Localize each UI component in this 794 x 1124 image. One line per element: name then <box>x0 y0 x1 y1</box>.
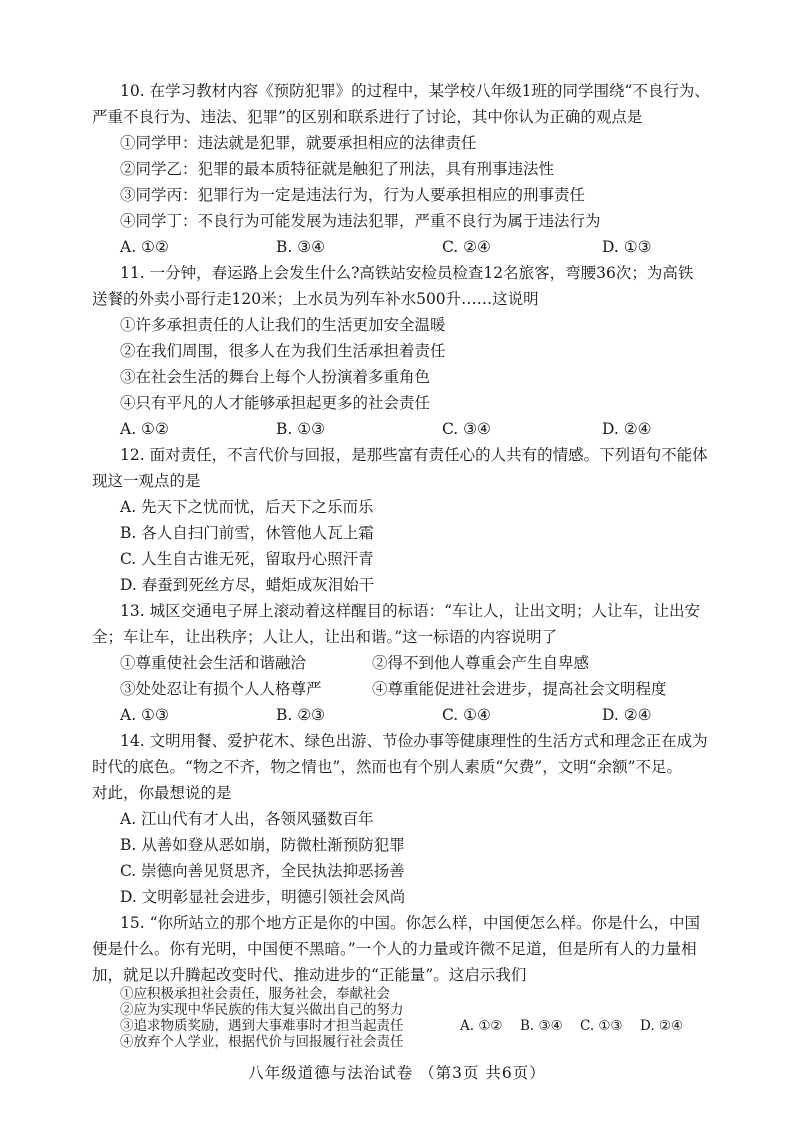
question-stem-line: 14. 文明用餐、爱护花木、绿色出游、节俭办事等健康理性的生活方式和理念正在成为 <box>120 732 708 750</box>
choice-c: C. ①③ <box>580 1018 623 1034</box>
choice-b: B. ③④ <box>520 1018 563 1034</box>
option-a: A. 江山代有才人出，各领风骚数百年 <box>120 810 374 828</box>
choice-d: D. ②④ <box>640 1018 684 1034</box>
choice-b: B. ③④ <box>276 238 326 256</box>
question-stem-line: 10. 在学习教材内容《预防犯罪》的过程中，某学校八年级1班的同学围绕“不良行为、 <box>120 82 710 100</box>
statement: ②得不到他人尊重会产生自卑感 <box>372 654 590 672</box>
option-a: A. 先天下之忧而忧，后天下之乐而乐 <box>120 498 374 516</box>
page-footer: 八年级道德与法治试卷 （第3页 共6页） <box>248 1064 546 1082</box>
option-b: B. 从善如登从恶如崩，防微杜渐预防犯罪 <box>120 836 405 854</box>
question-stem-line: 便是什么。你有光明，中国便不黑暗。”一个人的力量或许微不足道，但是所有人的力量相 <box>92 940 697 958</box>
statement: ①应积极承担社会责任，服务社会，奉献社会 <box>120 986 390 1002</box>
choice-d: D. ②④ <box>602 420 652 438</box>
question-stem-line: 13. 城区交通电子屏上滚动着这样醒目的标语：“车让人，让出文明；人让车，让出安 <box>120 602 701 620</box>
statement: ①尊重使社会生活和谐融洽 <box>120 654 307 672</box>
choice-b: B. ①③ <box>276 420 326 438</box>
statement: ②同学乙：犯罪的最本质特征就是触犯了刑法，具有刑事违法性 <box>120 160 555 178</box>
option-b: B. 各人自扫门前雪，休管他人瓦上霜 <box>120 524 374 542</box>
question-stem-line: 时代的底色。“物之不齐，物之情也”，然而也有个别人素质“欠费”，文明“余额”不足。 <box>92 758 683 776</box>
choice-c: C. ③④ <box>442 420 491 438</box>
question-stem-line: 加，就足以升腾起改变时代、推动进步的“正能量”。这启示我们 <box>92 966 527 984</box>
statement: ①许多承担责任的人让我们的生活更加安全温暖 <box>120 316 446 334</box>
question-stem-line: 12. 面对责任，不言代价与回报，是那些富有责任心的人共有的情感。下列语句不能体 <box>120 446 708 464</box>
option-d: D. 春蚕到死丝方尽，蜡炬成灰泪始干 <box>120 576 375 594</box>
statement: ②应为实现中华民族的伟大复兴做出自己的努力 <box>120 1002 404 1018</box>
choice-a: A. ①② <box>120 420 169 438</box>
question-stem-line: 严重不良行为、违法、犯罪”的区别和联系进行了讨论，其中你认为正确的观点是 <box>92 108 643 126</box>
statement: ③在社会生活的舞台上每个人扮演着多重角色 <box>120 368 431 386</box>
question-stem-line: 全；车让车，让出秩序；人让人，让出和谐。”这一标语的内容说明了 <box>92 628 558 646</box>
question-stem-line: 15. “你所站立的那个地方正是你的中国。你怎么样，中国便怎么样。你是什么，中国 <box>120 914 701 932</box>
statement: ④同学丁：不良行为可能发展为违法犯罪，严重不良行为属于违法行为 <box>120 212 601 230</box>
question-stem-line: 对此，你最想说的是 <box>92 784 232 802</box>
choice-a: A. ①② <box>120 238 169 256</box>
choice-b: B. ②③ <box>276 706 326 724</box>
choice-c: C. ①④ <box>442 706 491 724</box>
statement: ④只有平凡的人才能够承担起更多的社会责任 <box>120 394 431 412</box>
choice-a: A. ①③ <box>120 706 169 724</box>
choice-c: C. ②④ <box>442 238 491 256</box>
option-d: D. 文明彰显社会进步，明德引领社会风尚 <box>120 888 406 906</box>
statement: ④放弃个人学业，根据代价与回报履行社会责任 <box>120 1034 404 1050</box>
choice-a: A. ①② <box>460 1018 503 1034</box>
statement: ③追求物质奖励，遇到大事难事时才担当起责任 <box>120 1018 404 1034</box>
statement: ③同学丙：犯罪行为一定是违法行为，行为人要承担相应的刑事责任 <box>120 186 586 204</box>
statement: ④尊重能促进社会进步，提高社会文明程度 <box>372 680 667 698</box>
question-stem-line: 11. 一分钟，春运路上会发生什么?高铁站安检员检查12名旅客，弯腰36次；为高铁 <box>120 264 694 282</box>
statement: ②在我们周围，很多人在为我们生活承担着责任 <box>120 342 446 360</box>
option-c: C. 人生自古谁无死，留取丹心照汗青 <box>120 550 374 568</box>
question-stem-line: 送餐的外卖小哥行走120米；上水员为列车补水500升……这说明 <box>92 290 539 308</box>
statement: ①同学甲：违法就是犯罪，就要承担相应的法律责任 <box>120 134 477 152</box>
choice-d: D. ①③ <box>602 238 652 256</box>
question-stem-line: 现这一观点的是 <box>92 472 201 490</box>
statement: ③处处忍让有损个人人格尊严 <box>120 680 322 698</box>
option-c: C. 崇德向善见贤思齐，全民执法抑恶扬善 <box>120 862 405 880</box>
choice-d: D. ②④ <box>602 706 652 724</box>
